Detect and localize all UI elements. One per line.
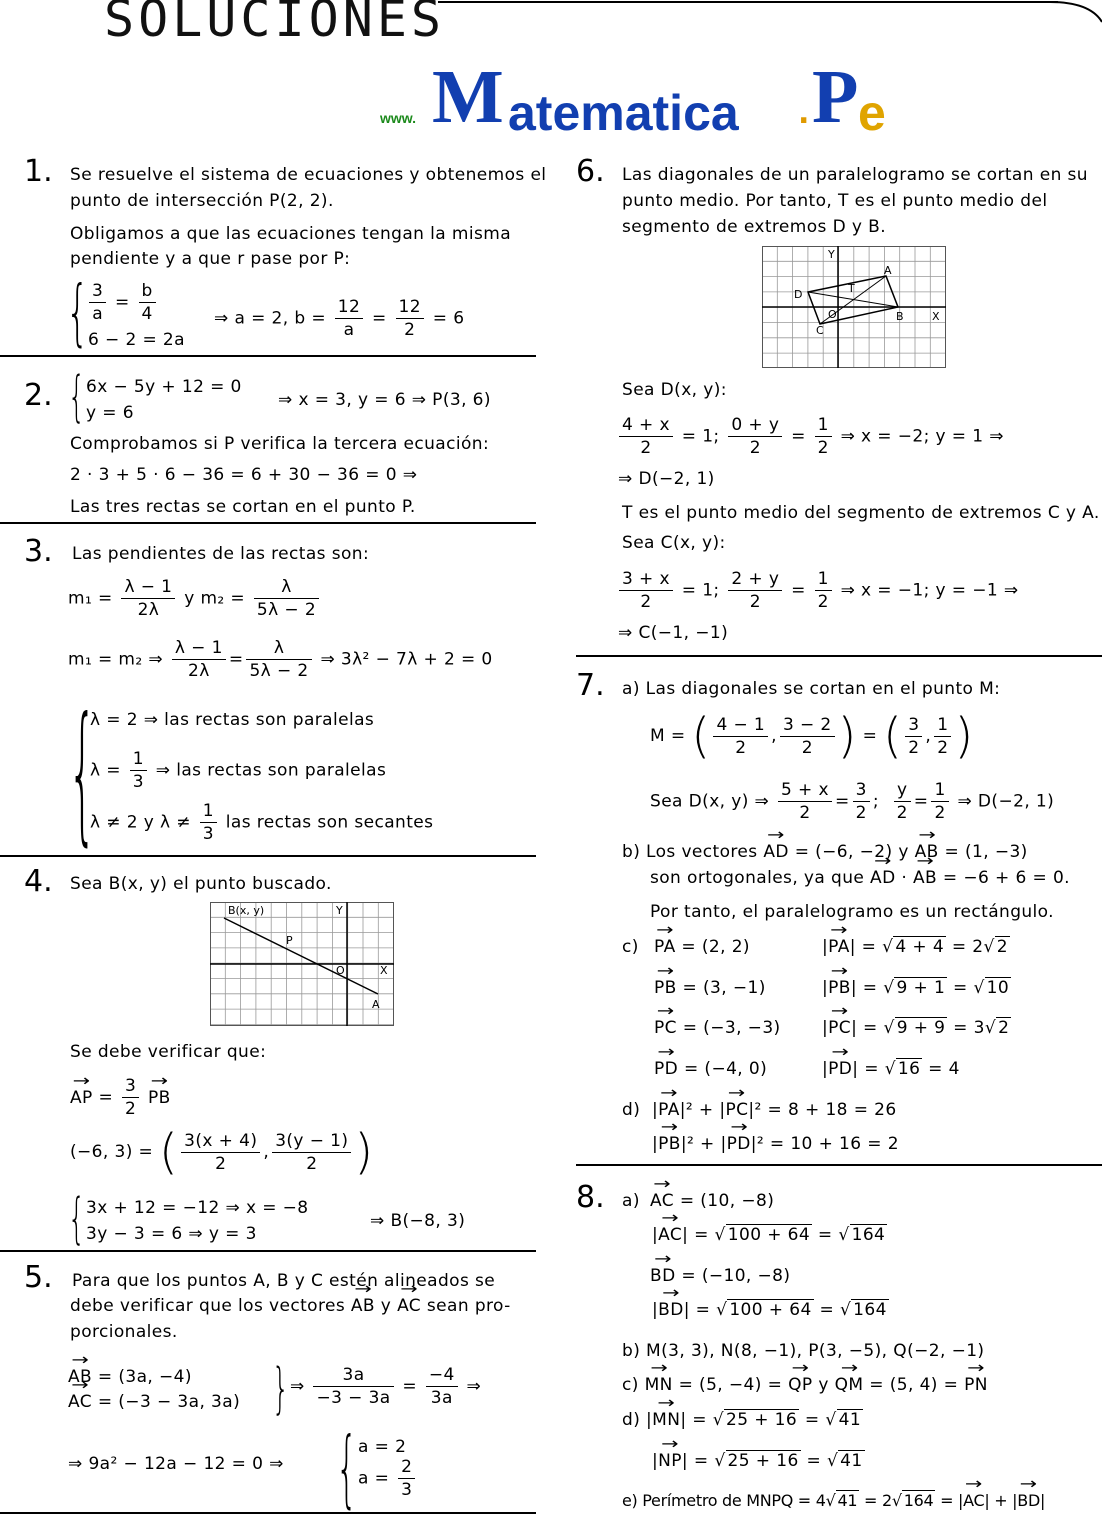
label-p: P — [286, 934, 293, 947]
graph-4 — [210, 902, 394, 1026]
solution-number: 6. — [576, 154, 605, 189]
text-line: Se resuelve el sistema de ecuaciones y obtenemos el — [70, 165, 547, 185]
equation: M = ( $\frac{4 - 1}{2}$ , $\frac{3 - 2}{2}$ ) = ( $\frac{3}{2}$ , $\frac{1}{2}$ ) — [650, 708, 974, 764]
equation: c) → MN = (5, −4) = → QP y → QM = (5, 4) = → PN — [622, 1374, 988, 1396]
text-line: Las pendientes de las rectas son: — [72, 544, 370, 564]
text-line: Las diagonales de un paralelogramo se cortan en su — [622, 165, 1088, 185]
equation: Sea D(x, y) ⇒ $\frac{5 + x}{2}$ = $\frac{3}{2}$ ; $\frac{y}{2}$ = $\frac{1}{2}$ ⇒ D(−2, 1) — [650, 780, 1055, 823]
label-y: Y — [828, 248, 835, 261]
text-line: porcionales. — [70, 1322, 178, 1342]
vector-modulus: |→ PB| = √ 9 + 1 = √ 10 — [822, 977, 1011, 999]
equation: |→ PB|² + |→ PD|² = 10 + 16 = 2 — [652, 1133, 899, 1155]
divider-1 — [0, 355, 536, 357]
label-x: X — [932, 310, 940, 323]
text-line: son ortogonales, ya que → AD · → AB = −6 + 6 = 0. — [650, 867, 1070, 889]
text-line: Sea B(x, y) el punto buscado. — [70, 874, 332, 894]
logo-m: M — [432, 55, 502, 139]
text-line: 2 · 3 + 5 · 6 − 36 = 6 + 30 − 36 = 0 ⇒ — [70, 465, 418, 485]
vector-modulus: |→ BD| = √ 100 + 64 = √ 164 — [652, 1299, 889, 1321]
label-b: B(x, y) — [228, 904, 265, 917]
header-rule — [438, 1, 1058, 3]
equation: a = $\frac{2}{3}$ — [358, 1456, 418, 1501]
solution-number: 1. — [24, 154, 53, 189]
equation: 3y − 3 = 6 ⇒ y = 3 — [86, 1224, 257, 1244]
equation: ⇒ D(−2, 1) — [618, 469, 715, 489]
label-a: A — [884, 264, 892, 277]
text-line: pendiente y a que r pase por P: — [70, 249, 351, 269]
equation: y = 6 — [86, 403, 134, 423]
solution-number: 2. — [24, 378, 53, 413]
equation: $\frac{3}{a}$ = $\frac{b}{4}$ — [86, 280, 159, 325]
solution-number: 3. — [24, 534, 53, 569]
vector-modulus: |→ AC| = √ 100 + 64 = √ 164 — [652, 1224, 887, 1246]
equation: d) |→ MN| = √ 25 + 16 = √ 41 — [622, 1409, 863, 1431]
label-o: O — [828, 308, 837, 321]
equation: |→ PA|² + |→ PC|² = 8 + 18 = 26 — [652, 1099, 897, 1121]
equation: |→ NP| = √ 25 + 16 = √ 41 — [652, 1450, 865, 1472]
divider-6 — [576, 655, 1102, 657]
equation: 6 − 2 = 2a — [88, 330, 185, 350]
label-t: T — [848, 282, 855, 295]
divider-2 — [0, 522, 536, 524]
equation: $\frac{4 + x}{2}$ = 1; $\frac{0 + y}{2}$ = $\frac{1}{2}$ ⇒ x = −2; y = 1 ⇒ — [616, 414, 1004, 459]
equation: ⇒ 9a² − 12a − 12 = 0 ⇒ — [68, 1454, 284, 1474]
text-line: debe verificar que los vectores → AB y → AC sean pro- — [70, 1295, 511, 1317]
divider-7 — [576, 1164, 1102, 1166]
label-y: Y — [336, 904, 343, 917]
equation: e) Perímetro de MNPQ = 4√ 41 = 2√ 164 = |→ AC| + |→ BD| — [622, 1490, 1045, 1512]
logo-e: e — [858, 85, 886, 141]
equation: → AC = (−3 − 3a, 3a) — [68, 1391, 240, 1413]
vector-modulus: |→ PA| = √ 4 + 4 = 2√ 2 — [822, 936, 1010, 958]
item-label: a) — [622, 1191, 640, 1211]
equation-result: ⇒ $\frac{3a}{-3 - 3a}$ = $\frac{-4}{3a}$ ⇒ — [290, 1365, 482, 1408]
left-brace: { — [68, 1187, 86, 1250]
equation: ⇒ C(−1, −1) — [618, 623, 729, 643]
logo-dot: . — [798, 96, 810, 131]
right-brace: } — [272, 1357, 290, 1420]
logo-text: atematica — [508, 85, 739, 141]
equation: 3x + 12 = −12 ⇒ x = −8 — [86, 1198, 309, 1218]
solution-number: 4. — [24, 864, 53, 899]
text-line: Para que los puntos A, B y C estén alineados se — [72, 1271, 496, 1291]
vector-row: → PB = (3, −1) — [654, 977, 766, 999]
equation-result: ⇒ B(−8, 3) — [370, 1211, 466, 1231]
equation: → AB = (3a, −4) — [68, 1366, 192, 1388]
label-c: C — [816, 324, 824, 337]
text-line: punto de intersección P(2, 2). — [70, 191, 334, 211]
page-title: SOLUCIONES — [104, 0, 446, 48]
case-line: λ = 2 ⇒ las rectas son paralelas — [90, 710, 375, 730]
equation: 6x − 5y + 12 = 0 — [86, 377, 242, 397]
label-o: O — [336, 964, 345, 977]
text-line: punto medio. Por tanto, T es el punto medio del — [622, 191, 1048, 211]
vector-row: → BD = (−10, −8) — [650, 1265, 790, 1287]
text-line: Sea C(x, y): — [622, 533, 726, 553]
label-d: D — [794, 288, 803, 301]
equation: m₁ = $\frac{\lambda - 1}{2\lambda}$ y m₂ = $\frac{\lambda}{5\lambda - 2}$ — [68, 576, 322, 621]
solution-number: 8. — [576, 1180, 605, 1215]
left-brace: { — [66, 270, 89, 354]
equation: a = 2 — [358, 1437, 407, 1457]
text-line: Por tanto, el paralelogramo es un rectángulo. — [650, 902, 1054, 922]
divider-4 — [0, 1250, 536, 1252]
vector-row: → PA = (2, 2) — [654, 936, 750, 958]
vector-row: → PD = (−4, 0) — [654, 1058, 767, 1080]
solution-number: 7. — [576, 668, 605, 703]
text-line: Sea D(x, y): — [622, 380, 727, 400]
left-brace: { — [68, 686, 97, 860]
equation-result: ⇒ a = 2, b = $\frac{12}{a}$ = $\frac{12}{2}$ = 6 — [214, 297, 465, 340]
label-b: B — [896, 310, 904, 323]
label-a: A — [372, 998, 380, 1011]
graph-6 — [762, 246, 946, 368]
divider-5 — [0, 1512, 536, 1514]
text-line: Obligamos a que las ecuaciones tengan la misma — [70, 224, 512, 244]
case-line: λ = $\frac{1}{3}$ ⇒ las rectas son paralelas — [90, 749, 387, 792]
text-line: Se debe verificar que: — [70, 1042, 267, 1062]
case-line: λ ≠ 2 y λ ≠ $\frac{1}{3}$ las rectas son secantes — [90, 801, 434, 844]
equation: → AP = $\frac{3}{2}$ → PB — [70, 1075, 171, 1120]
logo-www: www. — [380, 110, 417, 126]
text-line: segmento de extremos D y B. — [622, 217, 887, 237]
text-line: b) M(3, 3), N(8, −1), P(3, −5), Q(−2, −1) — [622, 1341, 985, 1361]
label-x: X — [380, 964, 388, 977]
logo-p: P — [812, 55, 859, 139]
header-corner — [1050, 0, 1102, 30]
vector-row: → AC = (10, −8) — [650, 1190, 774, 1212]
left-brace: { — [68, 365, 86, 428]
equation: (−6, 3) = ( $\frac{3(x + 4)}{2}$ , $\frac{3(y - 1)}{2}$ ) — [70, 1124, 374, 1180]
equation: m₁ = m₂ ⇒ $\frac{\lambda - 1}{2\lambda}$ = $\frac{\lambda}{5\lambda - 2}$ ⇒ 3λ² − 7λ + 2 = 0 — [68, 638, 493, 681]
vector-modulus: |→ PC| = √ 9 + 9 = 3√ 2 — [822, 1017, 1011, 1039]
text-line: Las tres rectas se cortan en el punto P. — [70, 497, 416, 517]
vector-modulus: |→ PD| = √ 16 = 4 — [822, 1058, 960, 1080]
text-line: b) Los vectores → AD = (−6, −2) y → AB = (1, −3) — [622, 841, 1028, 863]
item-label: c) — [622, 937, 639, 957]
equation: $\frac{3 + x}{2}$ = 1; $\frac{2 + y}{2}$ = $\frac{1}{2}$ ⇒ x = −1; y = −1 ⇒ — [616, 568, 1019, 613]
left-brace: { — [336, 1419, 358, 1517]
item-label: d) — [622, 1100, 641, 1120]
equation-result: ⇒ x = 3, y = 6 ⇒ P(3, 6) — [278, 390, 491, 410]
text-line: a) Las diagonales se cortan en el punto M: — [622, 679, 1001, 699]
text-line: T es el punto medio del segmento de extremos C y A. — [622, 503, 1100, 523]
vector-row: → PC = (−3, −3) — [654, 1017, 781, 1039]
text-line: Comprobamos si P verifica la tercera ecuación: — [70, 434, 490, 454]
solution-number: 5. — [24, 1260, 53, 1295]
